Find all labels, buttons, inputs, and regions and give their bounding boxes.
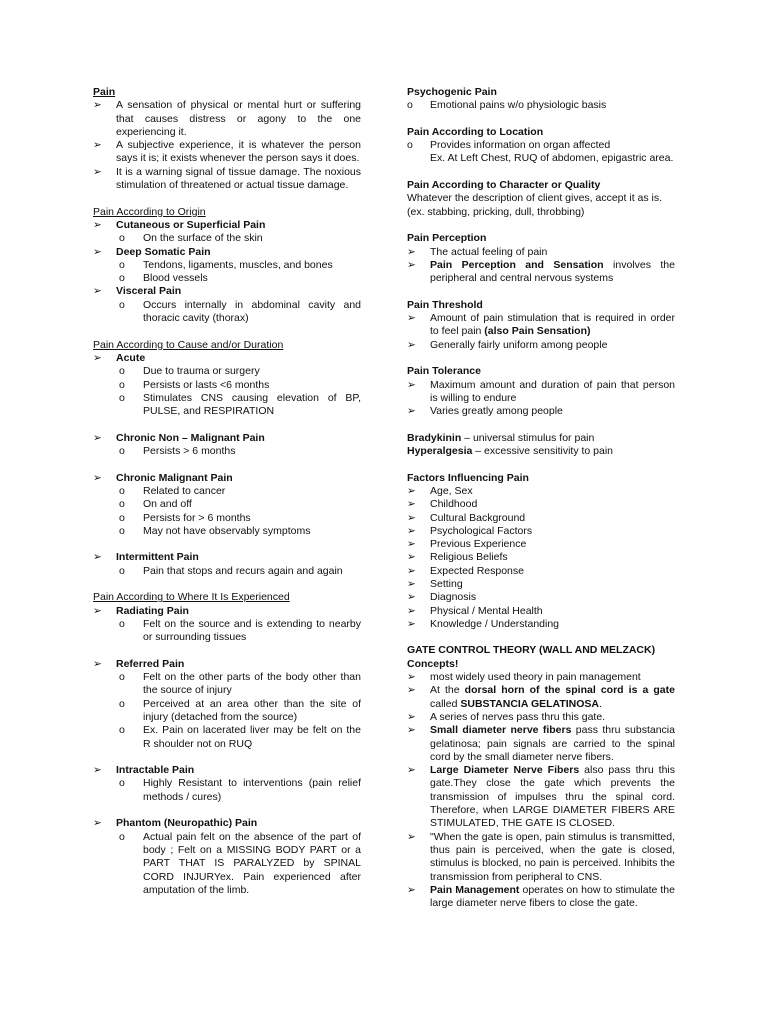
list-item [93,392,361,419]
bold-text: Visceral Pain [116,285,182,298]
list-item [407,565,675,578]
item-text: Maximum amount and duration of pain that person is willing to endure [430,378,675,404]
section [407,232,675,285]
list-item [407,379,675,406]
item-text: Varies greatly among people [430,405,563,418]
arrow-bullet-icon: ➢ [407,551,416,564]
section-heading: Pain Perception [407,232,487,245]
bold-text: Intermittent Pain [116,551,199,564]
section [93,764,361,804]
circle-bullet-icon: o [119,378,125,391]
section [407,299,675,352]
item-text: Persists for > 6 months [143,511,251,524]
item-text: Physical / Mental Health [430,604,543,617]
item-text: A series of nerves pass thru this gate. [430,710,606,723]
list-item [93,698,361,725]
circle-bullet-icon: o [119,272,125,285]
item-text: pass thru substancia gelatinosa; pain signals are carried to the spinal cord by the small diameter nerve fibers. [430,724,675,763]
section [93,86,361,192]
list-item [407,658,675,671]
section [93,591,361,644]
item-text: Highly Resistant to interventions (pain relief methods / cures) [143,777,361,803]
circle-bullet-icon: o [407,99,413,112]
item-text: "When the gate is open, pain stimulus is transmitted, thus pain is perceived, when the gate is closed, stimulus is blocked, no pain is perceived. Inhibits the transmission from peripheral to CNS. [430,830,675,883]
section-heading: Pain According to Origin [93,205,206,218]
list-item [407,445,675,458]
item-text: Blood vessels [143,272,208,285]
item-text: Persists or lasts <6 months [143,378,270,391]
bold-text: Bradykinin [407,431,462,444]
list-item [407,139,675,152]
bold-text: Cutaneous or Superficial Pain [116,218,266,231]
item-text: Childhood [430,498,478,511]
list-item [93,379,361,392]
item-text: A subjective experience, it is whatever the person says it is; it exists whenever the person says it does. [116,139,361,165]
item-text: It is a warning signal of tissue damage. The noxious stimulation of threatened or actual tissue damage. [116,165,361,192]
item-text: Pain that stops and recurs again and again [143,564,343,577]
item-text: Psychological Factors [430,524,533,537]
arrow-bullet-icon: ➢ [407,684,416,697]
item-text: Previous Experience [430,538,527,551]
circle-bullet-icon: o [119,391,125,404]
list-item [407,831,675,884]
circle-bullet-icon: o [119,365,125,378]
section [407,126,675,166]
arrow-bullet-icon: ➢ [407,524,416,537]
arrow-bullet-icon: ➢ [407,538,416,551]
section [407,179,675,219]
arrow-bullet-icon: ➢ [93,218,102,231]
bold-text: Hyperalgesia [407,445,473,458]
list-item [407,724,675,764]
list-item [93,777,361,804]
list-item [93,512,361,525]
arrow-bullet-icon: ➢ [407,245,416,258]
list-item [93,658,361,671]
arrow-bullet-icon: ➢ [407,764,416,777]
arrow-bullet-icon: ➢ [407,498,416,511]
circle-bullet-icon: o [119,564,125,577]
bold-text: Chronic Non – Malignant Pain [116,431,265,444]
item-text: . [599,697,602,710]
list-item [407,192,675,219]
item-text: Whatever the description of client gives, accept it as is. (ex. stabbing, pricking, dull, throbbing) [407,192,663,218]
section-heading: Pain According to Cause and/or Duration [93,338,284,351]
bold-text: Referred Pain [116,657,185,670]
bold-text: Acute [116,351,146,364]
item-text: At the [430,684,465,697]
arrow-bullet-icon: ➢ [93,139,102,152]
list-item [93,472,361,485]
bold-text: Large Diameter Nerve Fibers [430,764,580,777]
list-item [407,512,675,525]
arrow-bullet-icon: ➢ [407,830,416,843]
section-heading: GATE CONTROL THEORY (WALL AND MELZACK) [407,644,656,657]
item-text: Ex. At Left Chest, RUQ of abdomen, epigastric area. [430,152,674,165]
arrow-bullet-icon: ➢ [407,724,416,737]
item-text: A sensation of physical or mental hurt or suffering that causes distress or agony to the one experiencing it. [116,99,361,138]
list-item [407,152,675,165]
list-item [407,312,675,339]
list-item [93,272,361,285]
item-text: also pass thru this gate.They close the gate which prevents the transmission of impulses thru the spinal cord. Therefore, when LARGE DIAMETER FIBERS ARE STIMULATED, THE GATE IS CLOSED. [430,764,675,830]
section [93,206,361,326]
item-text: Persists > 6 months [143,445,236,458]
section [407,472,675,632]
arrow-bullet-icon: ➢ [407,883,416,896]
arrow-bullet-icon: ➢ [407,405,416,418]
circle-bullet-icon: o [119,298,125,311]
list-item [407,591,675,604]
arrow-bullet-icon: ➢ [407,604,416,617]
list-item [93,525,361,538]
list-item [93,565,361,578]
bold-text: dorsal horn of the spinal cord is a gate [464,684,675,697]
list-item [407,525,675,538]
list-item [93,219,361,232]
section [407,644,675,910]
item-text: involves the peripheral and central nervous systems [430,258,675,285]
section-heading: Pain According to Character or Quality [407,179,601,192]
section [93,339,361,419]
item-text: Felt on the other parts of the body other than the source of injury [143,671,361,697]
arrow-bullet-icon: ➢ [93,604,102,617]
list-item [93,259,361,272]
section-heading: Pain [93,86,116,98]
circle-bullet-icon: o [119,617,125,630]
section [93,817,361,897]
list-item [407,578,675,591]
list-item [93,246,361,259]
item-text: Related to cancer [143,484,226,497]
arrow-bullet-icon: ➢ [407,564,416,577]
list-item [93,365,361,378]
circle-bullet-icon: o [119,258,125,271]
list-item [93,551,361,564]
arrow-bullet-icon: ➢ [407,511,416,524]
item-text: Setting [430,577,463,590]
item-text: Provides information on organ affected [430,139,611,152]
item-text: May not have observably symptoms [143,524,311,537]
circle-bullet-icon: o [119,777,125,790]
item-text: Diagnosis [430,591,477,604]
list-item [93,139,361,166]
item-text: Knowledge / Understanding [430,617,560,630]
item-text: Actual pain felt on the absence of the part of body ; Felt on a MISSING BODY PART or a PART THAT IS PARALYZED by SPINAL CORD INJURYex. Pain experienced after amputation of the limb. [143,830,361,896]
circle-bullet-icon: o [119,524,125,537]
list-item [93,831,361,897]
circle-bullet-icon: o [119,232,125,245]
item-text: Generally fairly uniform among people [430,338,608,351]
circle-bullet-icon: o [119,671,125,684]
arrow-bullet-icon: ➢ [93,99,102,112]
list-item [93,498,361,511]
arrow-bullet-icon: ➢ [407,484,416,497]
list-item [93,232,361,245]
circle-bullet-icon: o [119,498,125,511]
arrow-bullet-icon: ➢ [407,671,416,684]
arrow-bullet-icon: ➢ [407,338,416,351]
section [93,551,361,578]
section [407,432,675,459]
list-item [93,485,361,498]
bold-text: Pain Perception and Sensation [430,258,604,271]
arrow-bullet-icon: ➢ [407,258,416,271]
arrow-bullet-icon: ➢ [93,471,102,484]
arrow-bullet-icon: ➢ [93,351,102,364]
list-item [407,605,675,618]
item-text: Amount of pain stimulation that is required in order to feel pain [430,312,675,338]
list-item [93,618,361,645]
list-item [93,432,361,445]
section [407,365,675,418]
section [93,472,361,538]
arrow-bullet-icon: ➢ [407,710,416,723]
list-item [93,671,361,698]
section-heading: Pain According to Where It Is Experienced [93,591,290,604]
arrow-bullet-icon: ➢ [407,577,416,590]
list-item [407,405,675,418]
list-item [407,246,675,259]
item-text: Perceived at an area other than the site of injury (detached from the source) [143,697,361,723]
arrow-bullet-icon: ➢ [93,165,102,178]
section-heading: Factors Influencing Pain [407,471,529,484]
arrow-bullet-icon: ➢ [93,551,102,564]
item-text: On and off [143,498,192,511]
list-item [407,498,675,511]
section-heading: Psychogenic Pain [407,86,497,98]
arrow-bullet-icon: ➢ [93,657,102,670]
item-text: called [430,697,461,710]
list-item [407,764,675,830]
circle-bullet-icon: o [119,697,125,710]
list-item [407,671,675,684]
bold-text: Pain Management [430,883,520,896]
item-text: Felt on the source and is extending to nearby or surrounding tissues [143,617,361,644]
bold-text: Small diameter nerve fibers [430,724,572,737]
list-item [93,724,361,751]
arrow-bullet-icon: ➢ [407,378,416,391]
circle-bullet-icon: o [407,139,413,152]
list-item [407,339,675,352]
arrow-bullet-icon: ➢ [407,312,416,325]
list-item [93,352,361,365]
bold-text: Concepts! [407,657,459,670]
item-text: Due to trauma or surgery [143,365,260,378]
section [93,432,361,459]
list-item [407,551,675,564]
circle-bullet-icon: o [119,484,125,497]
item-text: Emotional pains w/o physiologic basis [430,99,607,112]
circle-bullet-icon: o [119,724,125,737]
bold-text: Radiating Pain [116,604,189,617]
item-text: Religious Beliefs [430,551,508,564]
item-text: Cultural Background [430,511,526,524]
arrow-bullet-icon: ➢ [407,617,416,630]
section [93,658,361,751]
bold-text: Chronic Malignant Pain [116,471,233,484]
item-text: Tendons, ligaments, muscles, and bones [143,258,333,271]
arrow-bullet-icon: ➢ [93,285,102,298]
list-item [407,684,675,711]
bold-text: Phantom (Neuropathic) Pain [116,817,258,830]
section [407,86,675,113]
list-item [93,445,361,458]
arrow-bullet-icon: ➢ [93,817,102,830]
list-item [93,817,361,830]
arrow-bullet-icon: ➢ [407,591,416,604]
list-item [407,884,675,911]
item-text: Age, Sex [430,484,473,497]
list-item [93,299,361,326]
list-item [407,618,675,631]
item-text: – excessive sensitivity to pain [472,445,614,458]
list-item [407,259,675,286]
list-item [93,166,361,193]
item-text: On the surface of the skin [143,232,263,245]
right-column [407,86,675,924]
list-item [407,711,675,724]
item-text: The actual feeling of pain [430,245,548,258]
list-item [93,764,361,777]
list-item [93,99,361,139]
item-text: Occurs internally in abdominal cavity and thoracic cavity (thorax) [143,298,361,325]
item-text: most widely used theory in pain management [430,671,641,684]
bold-text: Deep Somatic Pain [116,245,211,258]
section-heading: Pain Tolerance [407,365,481,378]
left-column [93,86,361,910]
item-text: Stimulates CNS causing elevation of BP, PULSE, and RESPIRATION [143,391,361,418]
bold-text: (also Pain Sensation) [484,325,591,338]
circle-bullet-icon: o [119,830,125,843]
list-item [407,432,675,445]
item-text: Ex. Pain on lacerated liver may be felt on the R shoulder not on RUQ [143,724,361,750]
item-text: Expected Response [430,564,524,577]
section-heading: Pain According to Location [407,125,544,138]
list-item [93,605,361,618]
list-item [407,485,675,498]
circle-bullet-icon: o [119,511,125,524]
arrow-bullet-icon: ➢ [93,245,102,258]
circle-bullet-icon: o [119,445,125,458]
list-item [93,285,361,298]
bold-text: SUBSTANCIA GELATINOSA [460,697,599,710]
bold-text: Intractable Pain [116,764,195,777]
list-item [407,538,675,551]
arrow-bullet-icon: ➢ [93,764,102,777]
item-text: operates on how to stimulate the large diameter nerve fibers to close the gate. [430,883,675,910]
section-heading: Pain Threshold [407,298,483,311]
list-item [407,99,675,112]
arrow-bullet-icon: ➢ [93,431,102,444]
item-text: – universal stimulus for pain [461,431,595,444]
